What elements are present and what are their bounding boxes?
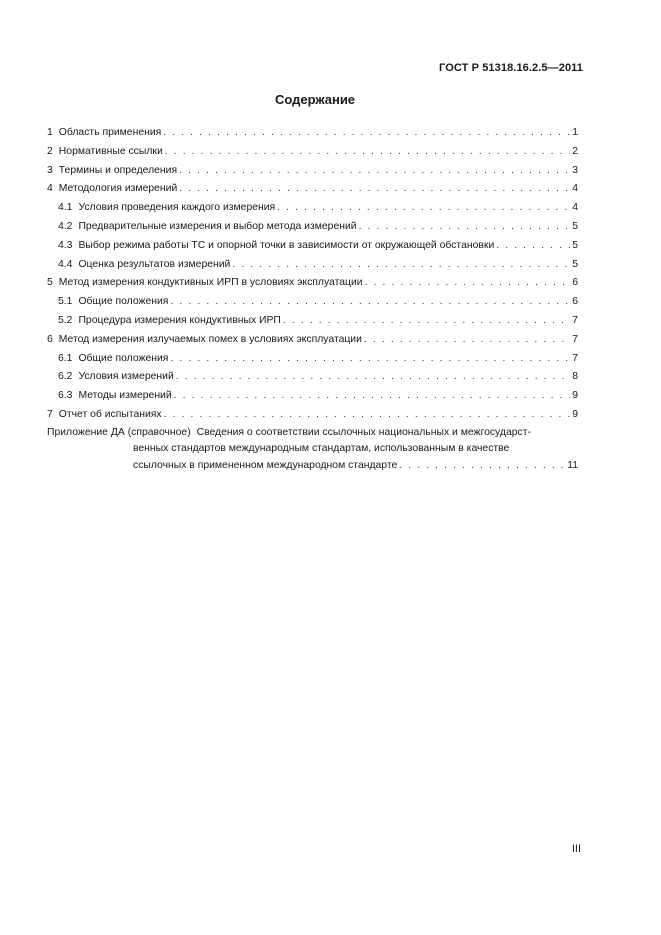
toc-entry-label: Условия проведения каждого измерения [78,202,276,214]
toc-leader-dots [232,256,570,275]
toc-entry[interactable] [47,237,578,256]
toc-entry-number: 6.1 [58,352,73,364]
toc-entry[interactable] [47,199,578,218]
toc-leader-dots [359,218,571,237]
toc-leader-dots [365,274,571,293]
toc-entry-number: 2 [47,145,53,157]
toc-entry-label: Метод измерения излучаемых помех в условиях эксплуатации [58,333,362,345]
toc-entry-page: 9 [572,408,578,420]
toc-entry[interactable] [47,218,578,237]
toc-entry-number: 6.2 [58,371,73,383]
toc-entry-page: 2 [572,145,578,157]
toc-entry-number: 5 [47,277,53,289]
toc-entry-page: 3 [572,164,578,176]
toc-entry-label: Нормативные ссылки [58,145,163,157]
toc-entry-label: Предварительные измерения и выбор метода измерений [78,220,357,232]
toc-entry[interactable] [47,312,578,331]
toc-entry-page: 7 [572,314,578,326]
toc-entry-page: 9 [572,390,578,402]
toc-entry-label: Область применения [58,127,162,138]
toc-entry-label: Методы измерений [78,390,172,402]
toc-entry-page: 1 [572,127,578,138]
toc-leader-dots [164,406,571,425]
toc-entry[interactable] [47,293,578,312]
toc-leader-dots [179,162,570,181]
toc-entry-page: 5 [572,239,578,251]
toc-entry[interactable] [47,406,578,425]
appendix-title-line-2: венных стандартов международным стандартам, использованным в качестве [133,443,510,455]
toc-entry-page: 6 [572,296,578,308]
toc-entry-number: 1 [47,127,53,138]
toc-entry-page: 4 [572,202,578,214]
toc-entry-label: Выбор режима работы ТС и опорной точки в зависимости от окружающей обстановки [78,239,495,251]
toc-entry-label: Условия измерений [78,371,174,383]
appendix-title-line-3: ссылочных в примененном международном стандарте [133,459,398,471]
toc-entry[interactable] [47,143,578,162]
toc-entry-number: 6 [47,333,53,345]
toc-entry-label: Оценка результатов измерений [78,258,231,270]
toc-entry[interactable] [47,124,578,143]
toc-entry-label: Метод измерения кондуктивных ИРП в условиях эксплуатации [58,277,363,289]
toc-leader-dots [277,199,570,218]
toc-entry-number: 7 [47,408,53,420]
toc-entry-page: 8 [572,371,578,383]
toc-leader-dots [163,124,570,143]
toc-entry[interactable] [47,350,578,369]
toc-entry-number: 5.1 [58,296,73,308]
toc-entry-label: Методология измерений [58,183,178,195]
toc-entry[interactable] [47,180,578,199]
toc-entry-number: 4.1 [58,202,73,214]
toc-entry-number: 6.3 [58,390,73,402]
toc-leader-dots [170,293,570,312]
page-number: III [571,843,581,855]
toc-entry-label: Отчет об испытаниях [58,408,162,420]
toc-leader-dots [364,331,570,350]
toc-entry[interactable] [47,274,578,293]
toc-leader-dots [170,350,570,369]
page-title: Содержание [274,92,356,107]
appendix-kind: (справочное) [127,426,191,438]
toc-leader-dots [176,368,570,387]
toc-entry-number: 4.3 [58,239,73,251]
toc-entry-page: 6 [572,277,578,289]
toc-entry-number: 4.4 [58,258,73,270]
toc-leader-dots [165,143,570,162]
toc-entry-number: 3 [47,164,53,176]
toc-entry[interactable] [47,387,578,406]
toc-entry-page: 7 [572,352,578,364]
toc-leader-dots [496,237,570,256]
toc-appendix-entry[interactable] [47,425,578,475]
toc-entry-page: 4 [572,183,578,195]
toc-entry-page: 7 [572,333,578,345]
toc-entry-page: 5 [572,220,578,232]
toc-entries [47,124,578,425]
toc-entry[interactable] [47,331,578,350]
toc-leader-dots [399,458,565,475]
toc-leader-dots [283,312,570,331]
toc-entry-number: 4 [47,183,53,195]
toc-entry-label: Термины и определения [58,164,178,176]
table-of-contents [47,124,578,475]
toc-leader-dots [179,180,570,199]
toc-leader-dots [174,387,571,406]
toc-entry-label: Процедура измерения кондуктивных ИРП [78,314,281,326]
appendix-title-line-1: Сведения о соответствии ссылочных национальных и межгосударст- [196,426,531,438]
toc-entry-page: 5 [572,258,578,270]
toc-entry-number: 5.2 [58,314,73,326]
toc-entry[interactable] [47,162,578,181]
toc-entry[interactable] [47,256,578,275]
toc-entry-label: Общие положения [78,352,169,364]
toc-entry-label: Общие положения [78,296,169,308]
appendix-page-number: 11 [567,459,578,471]
document-header: ГОСТ Р 51318.16.2.5—2011 [439,62,583,74]
toc-entry[interactable] [47,368,578,387]
appendix-label: Приложение ДА [47,426,125,438]
toc-entry-number: 4.2 [58,220,73,232]
